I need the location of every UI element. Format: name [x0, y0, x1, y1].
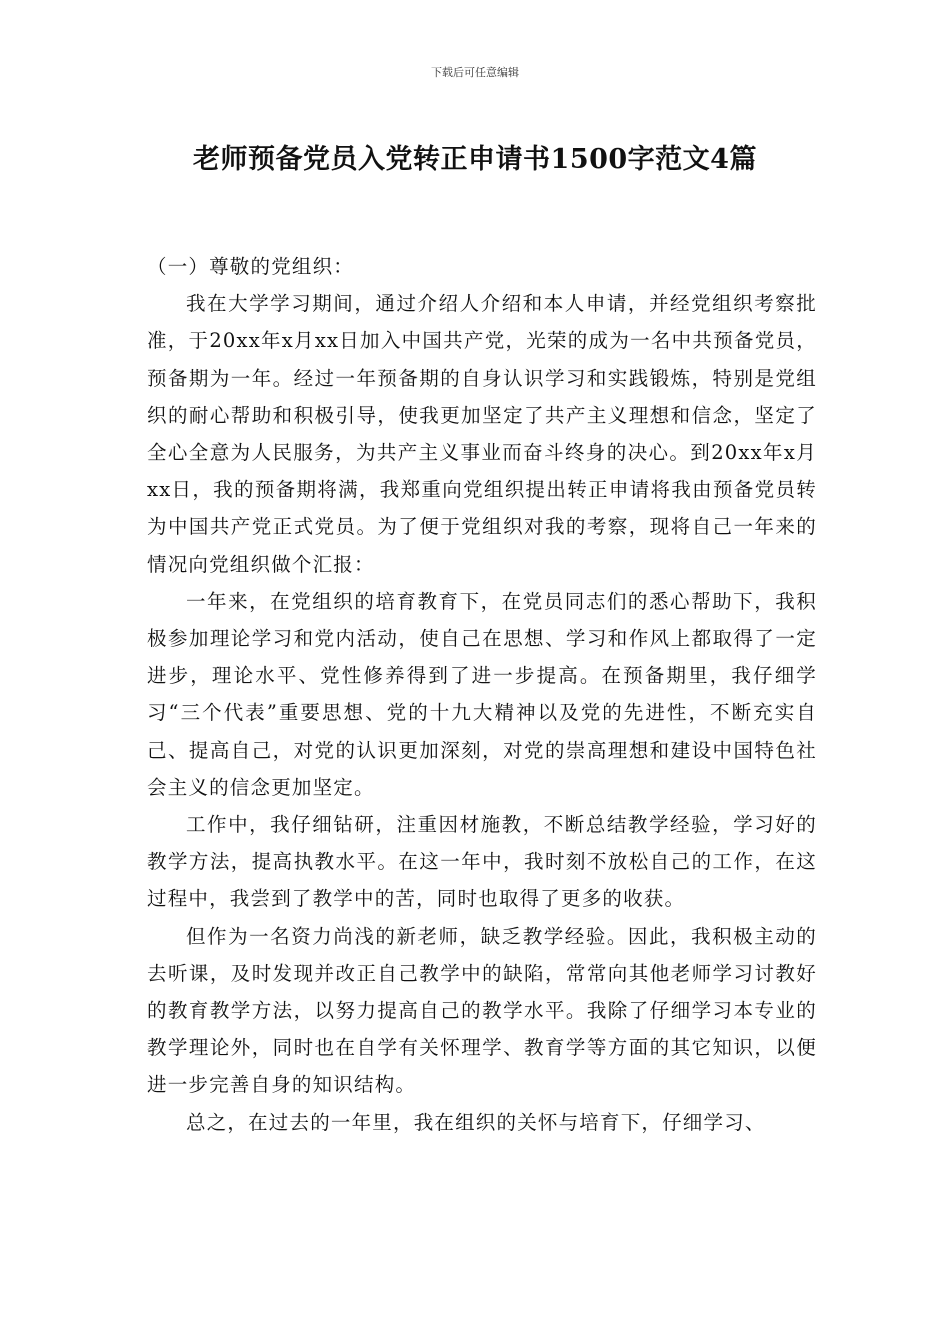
paragraph-2: 一年来，在党组织的培育教育下，在党员同志们的悉心帮助下，我积极参加理论学习和党内活动，使自己在思想、学习和作风上都取得了一定进步，理论水平、党性修养得到了进一步提高。在预备期里，我仔细学习“三个代表”重要思想、党的十九大精神以及党的先进性，不断充实自己、提高自己，对党的认识更加深刻，对党的崇高理想和建设中国特色社会主义的信念更加坚定。	[147, 589, 817, 799]
paragraph-5: 总之，在过去的一年里，我在组织的关怀与培育下，仔细学习、	[186, 1110, 766, 1134]
document-body	[147, 248, 817, 1141]
section-heading: （一）尊敬的党组织：	[147, 255, 355, 278]
paragraph-3: 工作中，我仔细钻研，注重因材施教，不断总结教学经验，学习好的教学方法，提高执教水平。在这一年中，我时刻不放松自己的工作，在这过程中，我尝到了教学中的苦，同时也取得了更多的收获。	[147, 813, 817, 911]
paragraph-4: 但作为一名资力尚浅的新老师，缺乏教学经验。因此，我积极主动的去听课，及时发现并改正自己教学中的缺陷，常常向其他老师学习讨教好的教育教学方法，以努力提高自己的教学水平。我除了仔细学习本专业的教学理论外，同时也在自学有关怀理学、教育学等方面的其它知识，以便进一步完善自身的知识结构。	[147, 924, 817, 1097]
document-title: 老师预备党员入党转正申请书1500字范文4篇	[193, 144, 757, 175]
page-header-note: 下载后可任意编辑	[431, 66, 519, 79]
paragraph-1: 我在大学学习期间，通过介绍人介绍和本人申请，并经党组织考察批准，于20xx年x月xx日加入中国共产党，光荣的成为一名中共预备党员，预备期为一年。经过一年预备期的自身认识学习和实践锻炼，特别是党组织的耐心帮助和积极引导，使我更加坚定了共产主义理想和信念，坚定了全心全意为人民服务，为共产主义事业而奋斗终身的决心。到20xx年x月xx日，我的预备期将满，我郑重向党组织提出转正申请将我由预备党员转为中国共产党正式党员。为了便于党组织对我的考察，现将自己一年来的情况向党组织做个汇报：	[147, 292, 817, 576]
